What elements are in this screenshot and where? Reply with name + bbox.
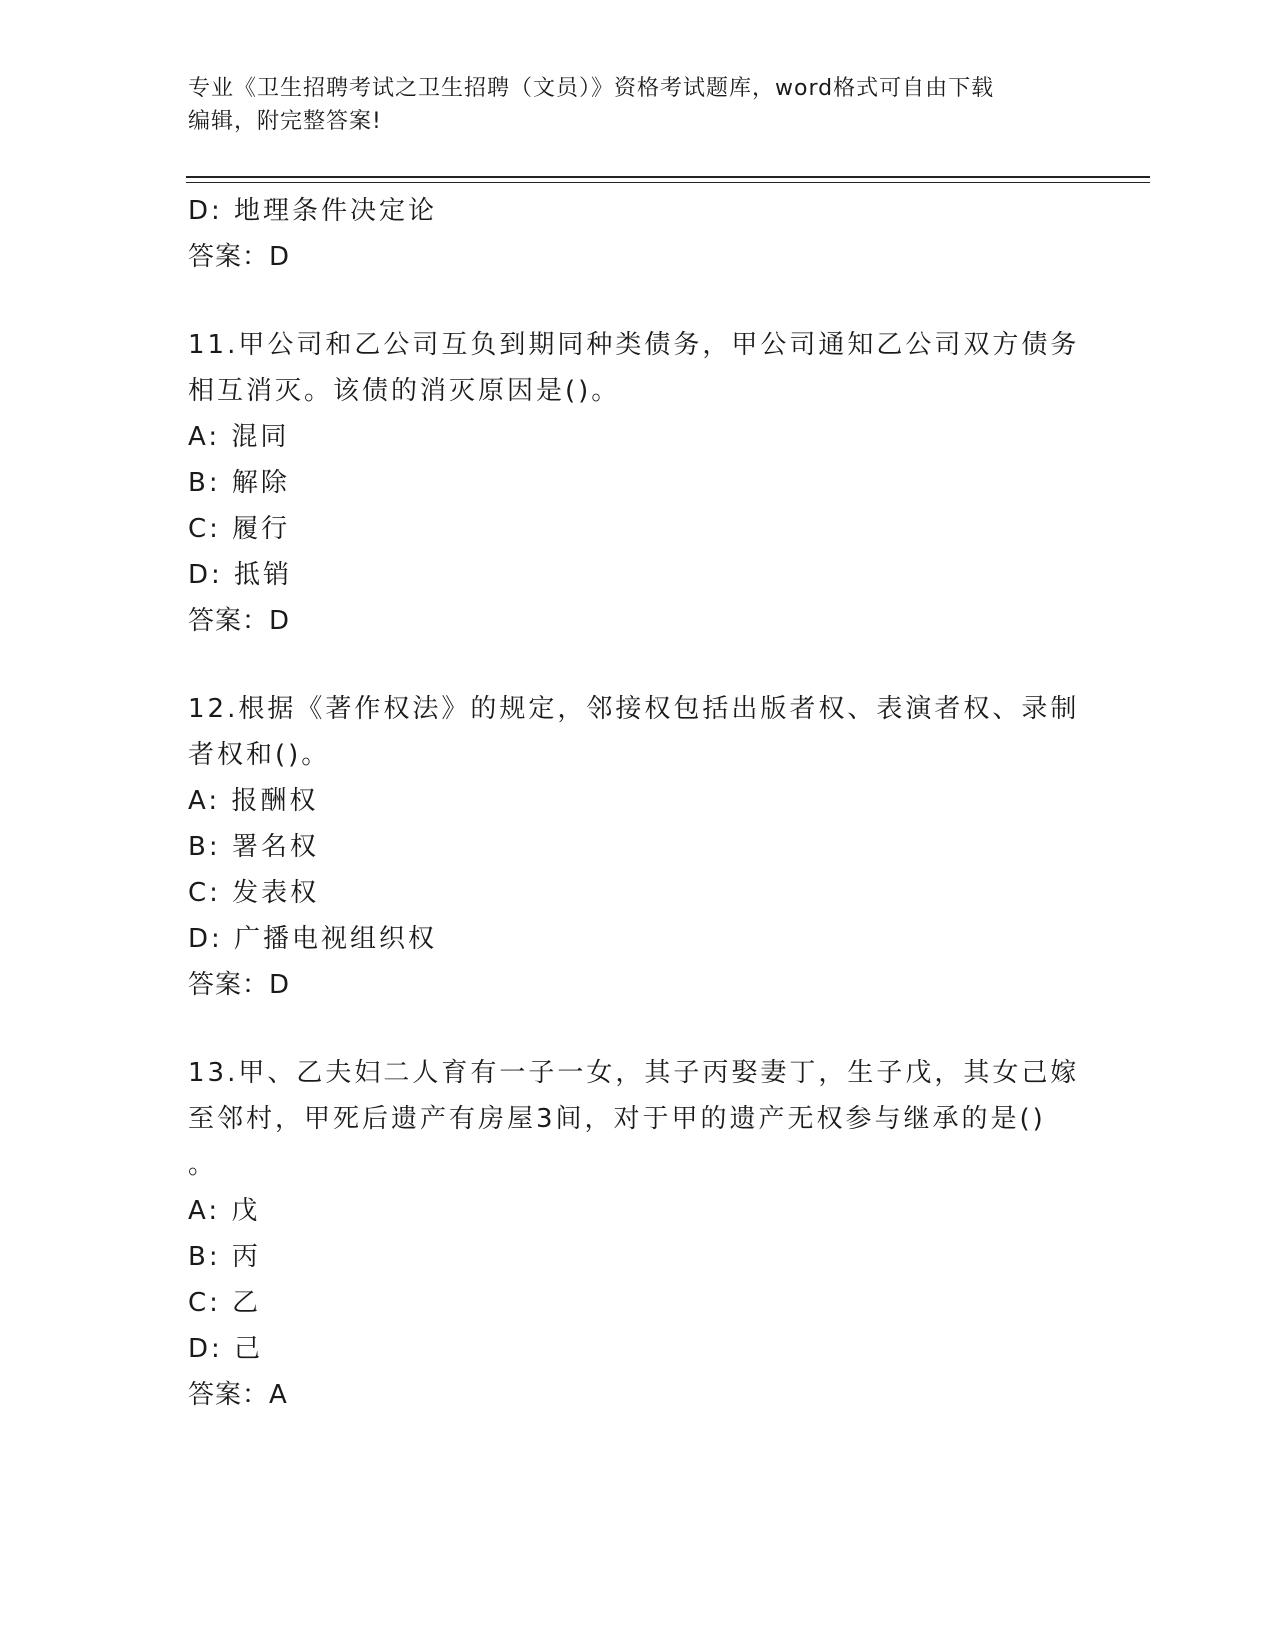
- spacer: [188, 1008, 1088, 1050]
- answer: 答案：D: [188, 606, 291, 636]
- document-header: [188, 72, 1068, 138]
- question-stem: 。: [188, 1150, 218, 1180]
- option-a: A: 混同: [188, 422, 290, 452]
- answer: 答案：D: [188, 970, 291, 1000]
- option-d: D: 己: [188, 1334, 264, 1364]
- header-divider-thick: [186, 176, 1150, 178]
- document-body: [188, 188, 1088, 1418]
- question-stem: 12.根据《著作权法》的规定，邻接权包括出版者权、表演者权、录制: [188, 694, 1080, 724]
- spacer: [188, 644, 1088, 686]
- question-stem: 者权和()。: [188, 740, 331, 770]
- question-stem: 13.甲、乙夫妇二人育有一子一女，其子丙娶妻丁，生子戊，其女己嫁: [188, 1058, 1080, 1088]
- option-a: A: 戊: [188, 1196, 261, 1226]
- option-c: C: 发表权: [188, 878, 320, 908]
- option-c: C: 乙: [188, 1288, 262, 1318]
- question-stem: 相互消灭。该债的消灭原因是()。: [188, 376, 621, 406]
- option-c: C: 履行: [188, 514, 291, 544]
- answer: 答案：A: [188, 1380, 288, 1410]
- option-d: D: 抵销: [188, 560, 293, 590]
- question-13: [188, 1050, 1088, 1418]
- header-line-2: 编辑，附完整答案!: [188, 109, 382, 134]
- spacer: [188, 280, 1088, 322]
- prev-answer: 答案：D: [188, 242, 291, 272]
- question-11: [188, 322, 1088, 644]
- option-d: D: 广播电视组织权: [188, 924, 438, 954]
- question-stem: 11.甲公司和乙公司互负到期同种类债务，甲公司通知乙公司双方债务: [188, 330, 1080, 360]
- option-b: B: 解除: [188, 468, 290, 498]
- option-b: B: 丙: [188, 1242, 261, 1272]
- option-b: B: 署名权: [188, 832, 319, 862]
- header-line-1: 专业《卫生招聘考试之卫生招聘（文员）》资格考试题库，word格式可自由下载: [188, 76, 995, 101]
- question-12: [188, 686, 1088, 1008]
- header-divider-thin: [186, 182, 1150, 183]
- option-a: A: 报酬权: [188, 786, 319, 816]
- question-stem: 至邻村，甲死后遗产有房屋3间，对于甲的遗产无权参与继承的是(): [188, 1104, 1046, 1134]
- prev-option-d: D: 地理条件决定论: [188, 196, 438, 226]
